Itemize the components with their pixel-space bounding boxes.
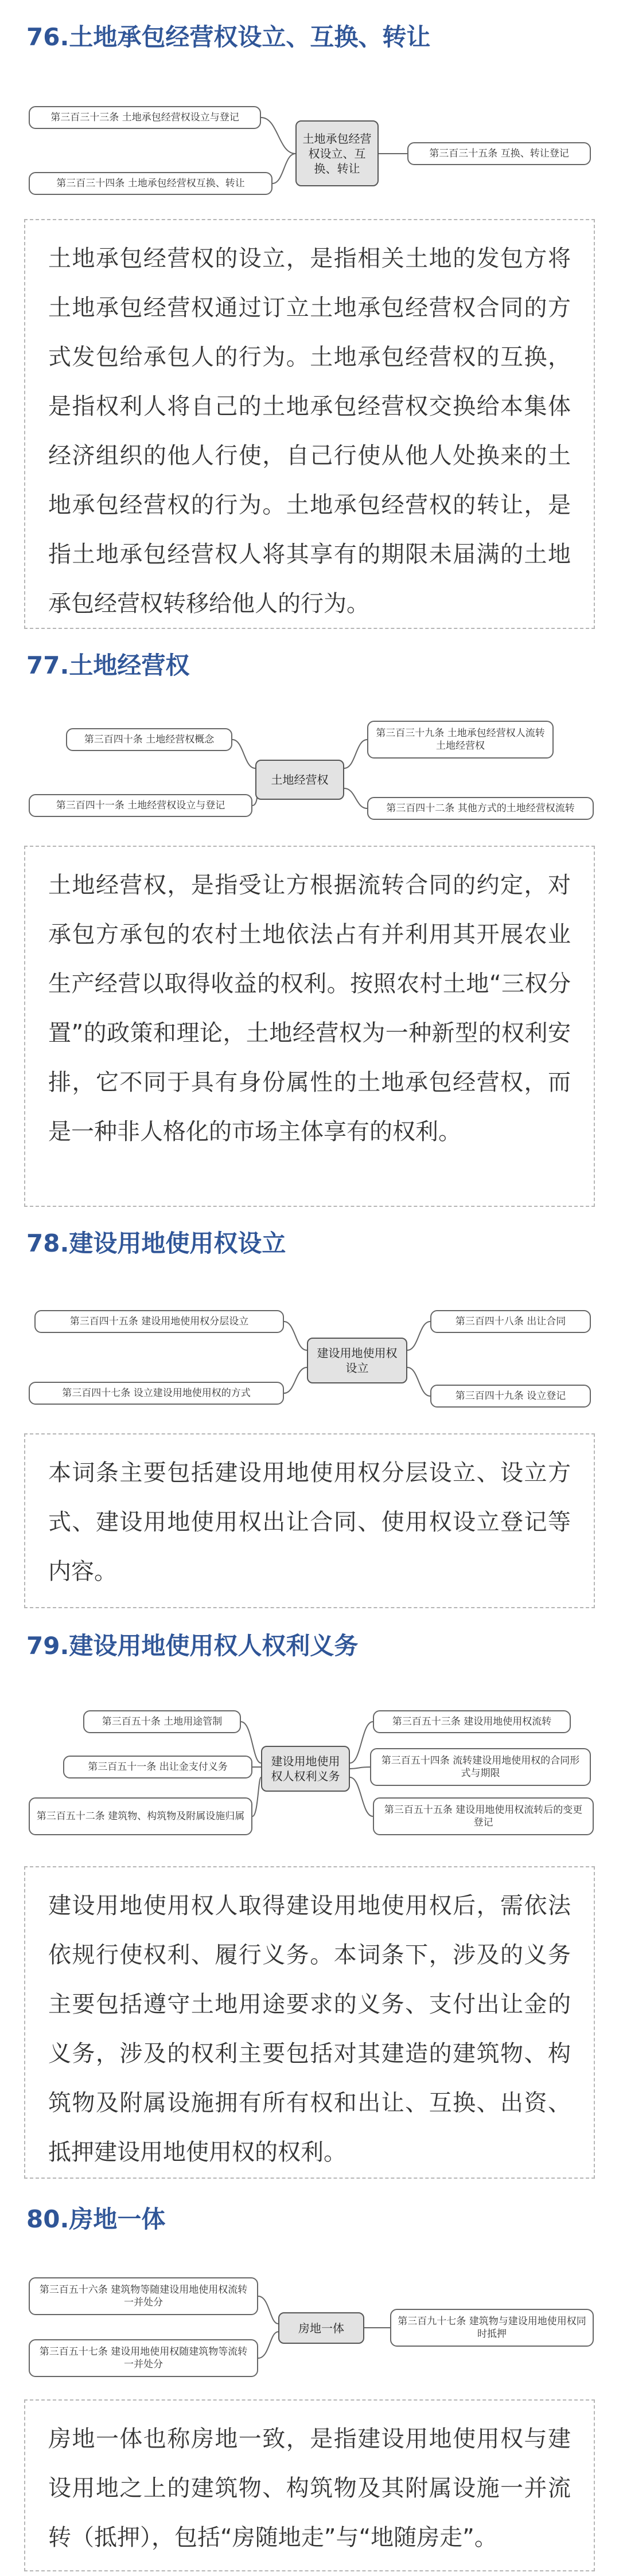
text-box-77 <box>24 846 595 1207</box>
text-box-76 <box>24 219 595 629</box>
center-node-76: 土地承包经营权设立、互换、转让 <box>295 120 379 186</box>
branch-node-342: 第三百四十二条 其他方式的土地经营权流转 <box>367 797 594 820</box>
mind-map-76 <box>0 86 619 209</box>
body-text-80: 房地一体也称房地一致，是指建设用地使用权与建设用地之上的建筑物、构筑物及其附属设施一并流转（抵押），包括“房随地走”与“地随房走”。 <box>48 2426 571 2551</box>
body-text-77: 土地经营权，是指受让方根据流转合同的约定，对承包方承包的农村土地依法占有并利用其开展农业生产经营以取得收益的权利。按照农村土地“三权分置”的政策和理论，土地经营权为一种新型的权利安排，它不同于具有身份属性的土地承包经营权，而是一种非人格化的市场主体享有的权利。 <box>48 872 571 1145</box>
branch-node-345: 第三百四十五条 建设用地使用权分层设立 <box>34 1310 284 1333</box>
center-node-78: 建设用地使用权设立 <box>307 1338 407 1383</box>
text-box-80 <box>24 2399 595 2571</box>
branch-node-349: 第三百四十九条 设立登记 <box>430 1385 591 1408</box>
branch-node-397: 第三百九十七条 建筑物与建设用地使用权同时抵押 <box>390 2309 594 2347</box>
section-title-77: 77.土地经营权 <box>26 651 190 679</box>
section-title-76: 76.土地承包经营权设立、互换、转让 <box>26 23 431 51</box>
branch-node-351: 第三百五十一条 出让金支付义务 <box>63 1756 252 1778</box>
mind-map-78 <box>0 1293 619 1416</box>
branch-node-334: 第三百三十四条 土地承包经营权互换、转让 <box>29 172 272 195</box>
branch-node-333: 第三百三十三条 土地承包经营权设立与登记 <box>29 106 261 129</box>
branch-node-355: 第三百五十五条 建设用地使用权流转后的变更登记 <box>373 1797 594 1835</box>
center-node-77: 土地经营权 <box>255 760 344 800</box>
body-text-78: 本词条主要包括建设用地使用权分层设立、设立方式、建设用地使用权出让合同、使用权设立登记等内容。 <box>48 1460 571 1585</box>
center-node-80: 房地一体 <box>278 2312 364 2344</box>
branch-node-341: 第三百四十一条 土地经营权设立与登记 <box>29 794 252 817</box>
section-title-79: 79.建设用地使用权人权利义务 <box>26 1632 359 1660</box>
branch-node-354: 第三百五十四条 流转建设用地使用权的合同形式与期限 <box>370 1748 591 1786</box>
branch-node-339: 第三百三十九条 土地承包经营权人流转土地经营权 <box>367 721 554 759</box>
body-text-76: 土地承包经营权的设立，是指相关土地的发包方将土地承包经营权通过订立土地承包经营权合同的方式发包给承包人的行为。土地承包经营权的互换，是指权利人将自己的土地承包经营权交换给本集体经济组织的他人行使，自己行使从他人处换来的土地承包经营权的行为。土地承包经营权的转让，是指土地承包经营权人将其享有的期限未届满的土地承包经营权转移给他人的行为。 <box>48 245 571 617</box>
branch-node-352: 第三百五十二条 建筑物、构筑物及附属设施归属 <box>29 1797 252 1835</box>
section-title-80: 80.房地一体 <box>26 2205 166 2233</box>
text-box-78 <box>24 1433 595 1608</box>
center-node-79: 建设用地使用权人权利义务 <box>261 1746 350 1792</box>
mind-map-77 <box>0 714 619 837</box>
branch-node-357: 第三百五十七条 建设用地使用权随建筑物等流转一并处分 <box>29 2339 258 2377</box>
body-text-79: 建设用地使用权人取得建设用地使用权后，需依法依规行使权利、履行义务。本词条下，涉及的义务主要包括遵守土地用途要求的义务、支付出让金的义务，涉及的权利主要包括对其建造的建筑物、构筑物及附属设施拥有所有权和出让、互换、出资、抵押建设用地使用权的权利。 <box>48 1893 571 2165</box>
branch-node-340: 第三百四十条 土地经营权概念 <box>66 728 232 751</box>
mind-map-79 <box>0 1694 619 1858</box>
branch-node-348: 第三百四十八条 出让合同 <box>430 1310 591 1333</box>
branch-node-335: 第三百三十五条 互换、转让登记 <box>407 142 591 165</box>
mind-map-80 <box>0 2268 619 2391</box>
section-title-78: 78.建设用地使用权设立 <box>26 1229 286 1257</box>
text-box-79 <box>24 1866 595 2179</box>
branch-node-347: 第三百四十七条 设立建设用地使用权的方式 <box>29 1382 284 1405</box>
branch-node-353: 第三百五十三条 建设用地使用权流转 <box>373 1710 571 1733</box>
branch-node-350: 第三百五十条 土地用途管制 <box>83 1710 241 1733</box>
branch-node-356: 第三百五十六条 建筑物等随建设用地使用权流转一并处分 <box>29 2277 258 2315</box>
